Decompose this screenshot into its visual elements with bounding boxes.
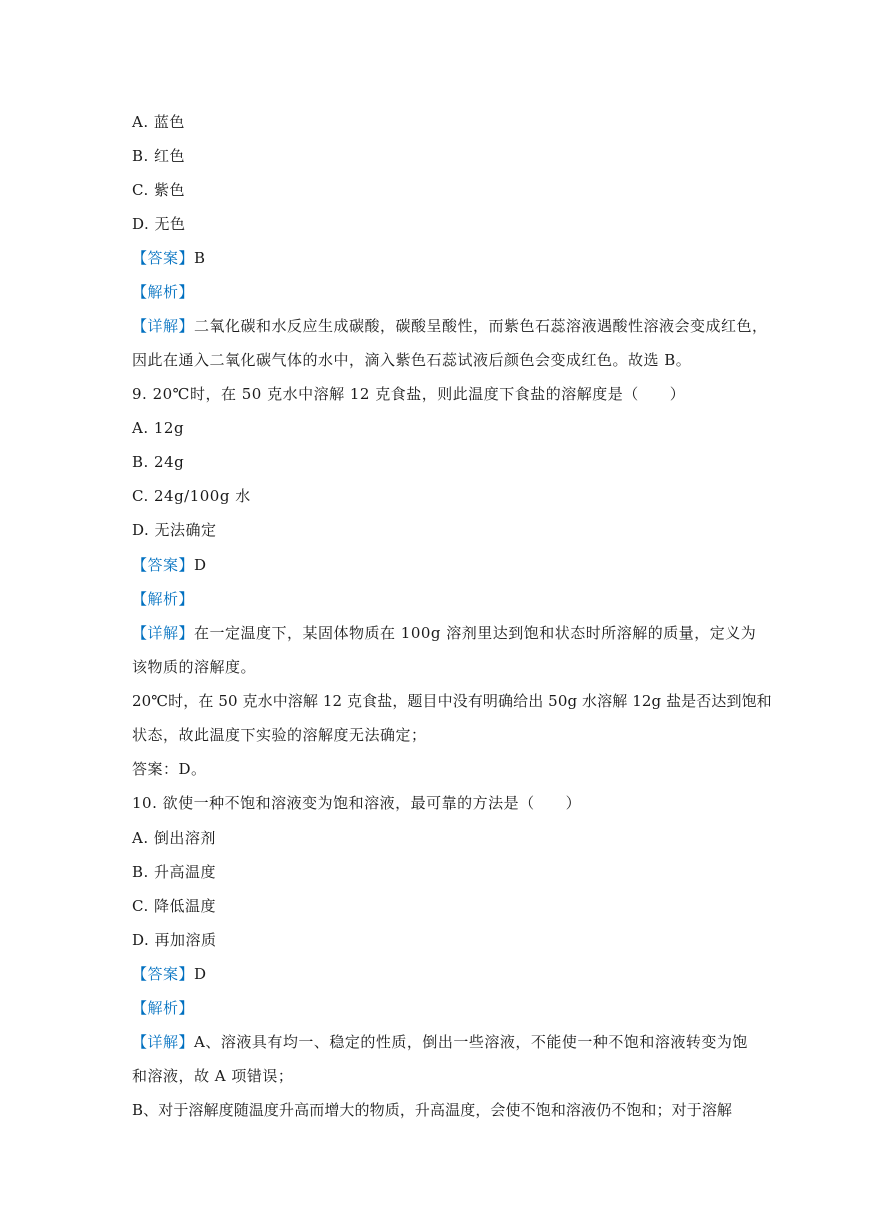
- q8-detail-line-1: [132, 316, 768, 336]
- q9-detail-line-3: 20℃时，在 50 克水中溶解 12 克食盐，题目中没有明确给出 50g 水溶解 12g 盐是否达到饱和: [132, 692, 772, 710]
- q9-detail-line-4: 状态，故此温度下实验的溶解度无法确定；: [132, 726, 427, 744]
- answer-tag: 【答案】: [132, 249, 195, 267]
- analysis-tag: 【解析】: [132, 590, 195, 608]
- q9-option-c: C. 24g/100g 水: [132, 487, 251, 505]
- q9-option-b: B. 24g: [132, 453, 185, 471]
- q9-option-d: D. 无法确定: [132, 521, 217, 539]
- q9-answer: [132, 555, 742, 575]
- analysis-tag: 【解析】: [132, 999, 195, 1017]
- q10-option-b: B. 升高温度: [132, 863, 217, 881]
- q9-detail-line-5: 答案：D。: [132, 760, 207, 778]
- q8-option-c: C. 紫色: [132, 181, 185, 199]
- q10-detail-line-2: 和溶液，故 A 项错误；: [132, 1067, 294, 1085]
- q8-option-a: A. 蓝色: [132, 113, 185, 131]
- analysis-tag: 【解析】: [132, 283, 195, 301]
- q10-option-a: A. 倒出溶剂: [132, 829, 216, 847]
- q10-stem: 10. 欲使一种不饱和溶液变为饱和溶液，最可靠的方法是（ ）: [132, 794, 582, 812]
- q9-detail-line-2: 该物质的溶解度。: [132, 658, 257, 676]
- detail-text: A、溶液具有均一、稳定的性质，倒出一些溶液，不能使一种不饱和溶液转变为饱: [194, 1033, 748, 1051]
- q9-detail-line-1: [132, 623, 757, 643]
- q9-option-a: A. 12g: [132, 419, 185, 437]
- q8-detail-line-2: 因此在通入二氧化碳气体的水中，滴入紫色石蕊试液后颜色会变成红色。故选 B。: [132, 351, 692, 369]
- answer-tag: 【答案】: [132, 556, 195, 574]
- q8-option-b: B. 红色: [132, 147, 186, 165]
- answer-value: B: [194, 249, 206, 267]
- detail-tag: 【详解】: [132, 317, 195, 335]
- detail-text: 二氧化碳和水反应生成碳酸，碳酸呈酸性，而紫色石蕊溶液遇酸性溶液会变成红色，: [194, 317, 768, 335]
- answer-tag: 【答案】: [132, 965, 195, 983]
- answer-value: D: [194, 556, 207, 574]
- q10-detail-line-3: B、对于溶解度随温度升高而增大的物质，升高温度，会使不饱和溶液仍不饱和；对于溶解: [132, 1101, 733, 1119]
- q8-option-d: D. 无色: [132, 215, 186, 233]
- answer-value: D: [194, 965, 207, 983]
- q10-analysis: [132, 998, 742, 1018]
- q9-stem: 9. 20℃时，在 50 克水中溶解 12 克食盐，则此温度下食盐的溶解度是（ ）: [132, 385, 686, 403]
- q8-answer: [132, 248, 742, 268]
- detail-tag: 【详解】: [132, 1033, 195, 1051]
- q8-analysis: [132, 282, 742, 302]
- q10-option-c: C. 降低温度: [132, 897, 216, 915]
- q10-option-d: D. 再加溶质: [132, 931, 217, 949]
- q10-answer: [132, 964, 742, 984]
- q9-analysis: [132, 589, 742, 609]
- detail-tag: 【详解】: [132, 624, 195, 642]
- q10-detail-line-1: [132, 1032, 748, 1052]
- detail-text: 在一定温度下，某固体物质在 100g 溶剂里达到饱和状态时所溶解的质量，定义为: [194, 624, 757, 642]
